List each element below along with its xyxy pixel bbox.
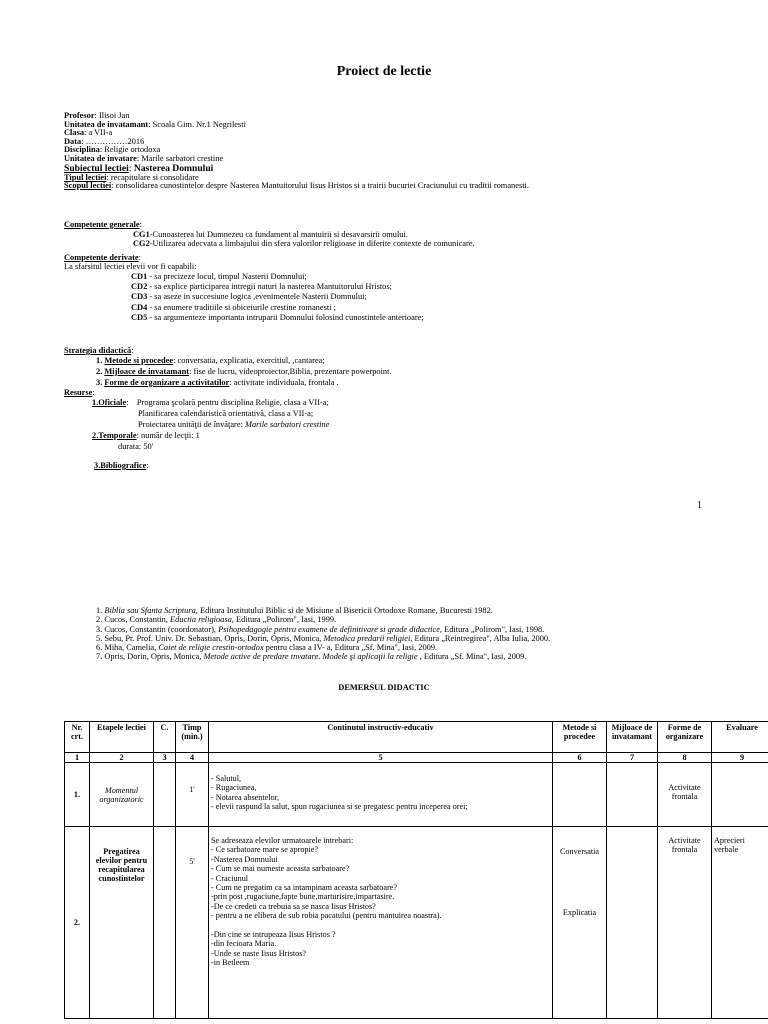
row-competenta [154, 827, 176, 1019]
row-etapa: Momentul organizatoric [90, 763, 154, 827]
table-number-row [65, 753, 768, 763]
column-number: 4 [176, 753, 209, 763]
lesson-plan-table [64, 721, 768, 1019]
content-line: -Nasterea Domnului [211, 854, 278, 864]
strategia-item: 2. Mijloace de invatamant: fise de lucru, videoproiector,Biblia, prezentare powerpoint. [96, 367, 392, 376]
demersul-title: DEMERSUL DIDACTIC [338, 683, 430, 692]
lesson-meta [64, 112, 529, 191]
table-header-cell: Metode si procedee [553, 722, 607, 753]
table-header-cell: Mijloace de invatamant [607, 722, 658, 753]
content-line: - Cum se mai numeste aceasta sarbatoare? [211, 864, 350, 874]
row-evaluare [712, 763, 768, 827]
content-line: -in Betleem [211, 958, 250, 968]
competente-derivate-item: CD3 - sa aseze in succesiune logica ,evenimentele Nasterii Domnului; [131, 292, 367, 301]
competente-derivate-item: CD5 - sa argumenteze importanta intruparii Domnului folosind cunostintele anterioare; [131, 313, 424, 322]
column-number: 5 [209, 753, 553, 763]
method-item: Conversatia [559, 847, 600, 856]
resurse-proiectarea: Proiectarea unităţii de învăţare: Marile sarbatori crestine [138, 420, 330, 429]
table-header-cell: Continutul instructiv-educativ [209, 722, 553, 753]
bibliography-item: 5. Sebu, Pr. Prof. Univ. Dr. Sebastian, Opris, Dorin, Opris, Monica, Metodica predarii religiei, Editura „Reintregirea", Alba Iulia, 2000. [96, 633, 551, 643]
row-continut [209, 827, 553, 1019]
content-line: - Cum ne pregatim ca sa intampinam aceasta sarbatoare? [211, 883, 397, 893]
row-evaluare: Aprecieri verbale [712, 827, 768, 1019]
table-row [65, 827, 768, 1019]
resurse-oficiale: 1.Oficiale: Programa şcolară pentru disciplina Religie, clasa a VII-a; [92, 398, 329, 407]
column-number: 2 [90, 753, 154, 763]
content-line: -Unde se naste Iisus Hristos? [211, 948, 307, 958]
column-number: 7 [607, 753, 658, 763]
content-line: - Craciunul [211, 873, 249, 883]
bibliography-item: 3. Cucos, Constantin (coordonator), Psihopedagogie pentru examene de definitivare si grade didactice, Editura „Polirom", Iasi, 1998. [96, 624, 545, 634]
table-header-row [65, 722, 768, 753]
content-line: -din fecioara Maria. [211, 939, 277, 949]
column-number: 8 [658, 753, 712, 763]
content-line [211, 921, 550, 930]
content-line: - pentru a ne elibera de sub robia pacatului (pentru mantuirea noastra). [211, 911, 442, 921]
content-line: - Salutul, [211, 774, 242, 783]
row-competenta [154, 763, 176, 827]
strategia-item: 1. Metode si procedee: conversatia, explicatia, exercitiul, ,cantarea; [96, 356, 325, 365]
resurse-heading: Resurse: [64, 388, 95, 397]
competente-derivate-item: CD1 - sa precizeze locul, timpul Nasterii Domnului; [131, 272, 307, 281]
row-metode [553, 827, 607, 1019]
column-number: 3 [154, 753, 176, 763]
competente-generale-heading: Competente generale: [64, 220, 142, 229]
row-mijloace [607, 827, 658, 1019]
bibliography-item: 6. Miha, Camelia, Caiet de religie crestin-ortodox pentru clasa a IV- a, Editura „Sf. Mina", Iasi, 2009. [96, 643, 438, 653]
table-header-cell: Evaluare [712, 722, 768, 753]
content-line: - Notarea absentelor, [211, 792, 280, 802]
content-line: - Ce sarbatoare mare se apropie? [211, 845, 319, 855]
bibliography-item: 2. Cucos, Constantin, Eductia religioasa, Editura „Polirom", Iasi, 1999. [96, 615, 337, 625]
column-number: 6 [553, 753, 607, 763]
table-header-cell: Forme de organizare [658, 722, 712, 753]
meta-row: Disciplina: Religie ortodoxa [64, 145, 161, 155]
content-line: -prin post ,rugaciune,fapte bune,marturisire,impartasire. [211, 892, 395, 902]
bibliography-item: 1. Biblia sau Sfanta Scriptura, Editura Institutului Biblic si de Misiune al Bisericii Ortodoxe Romane, Bucuresti 1982. [96, 606, 493, 615]
column-number: 9 [712, 753, 768, 763]
row-forme: Activitate frontala [658, 763, 712, 827]
row-timp: 5' [176, 827, 209, 1019]
content-line: Se adreseaza elevilor urmatoarele intrebari: [211, 836, 354, 845]
row-continut [209, 763, 553, 827]
row-number: 2. [65, 827, 90, 1019]
resurse-oficiale-item: Planificarea calendaristică orientativă, clasa a VII-a; [138, 409, 314, 418]
resurse-durata: durata: 50' [118, 442, 154, 451]
bibliography-list [96, 606, 550, 662]
content-line: - Rugaciunea, [211, 783, 257, 793]
table-row [65, 763, 768, 827]
page-title: Proiect de lectie [336, 64, 432, 79]
row-metode [553, 763, 607, 827]
meta-row: Subiectul lectiei: Nasterea Domnului [64, 162, 214, 174]
resurse-bibliografice: 3.Bibliografice: [94, 461, 149, 470]
competente-derivate-heading: Competente derivate: [64, 253, 141, 262]
table-header-cell: Nr. crt. [65, 722, 90, 753]
meta-row: Clasa: a VII-a [64, 128, 113, 138]
strategia-heading: Strategia didactică: [64, 346, 134, 355]
meta-row: Unitatea de invatamant: Scoala Gim. Nr.1 Negrilesti [64, 119, 246, 129]
competente-generale-item: CG1-Cunoasterea lui Dumnezeu ca fundament al mantuirii si desavarsirii omului. [133, 230, 408, 239]
row-timp: 1' [176, 763, 209, 827]
competente-derivate-intro: La sfarsitul lectiei elevii vor fi capabili: [64, 262, 197, 271]
meta-row: Unitatea de invatare: Marile sarbatori crestine [64, 153, 224, 163]
row-forme: Activitate frontala [658, 827, 712, 1019]
meta-row: Data: ……………2016 [64, 136, 145, 146]
page-number: 1 [697, 500, 702, 511]
meta-row: Scopul lectiei: consolidarea cunostintelor despre Nasterea Mantuitorului Iisus Hristos si a trairii bucuriei Craciunului cu traditii romanesti. [64, 181, 529, 191]
meta-row: Profesor: Ilisoi Jan [64, 111, 130, 120]
bibliography-item: 7. Opris, Dorin, Opris, Monica, Metode active de predare tnvatare. Modele şi aplicaţii la religie , Editura „Sf. Mina", Iasi, 2009. [96, 652, 527, 662]
content-line: -Din cine se intrupeaza Iisus Hristos ? [211, 930, 336, 940]
table-header-cell: Timp (min.) [176, 722, 209, 753]
content-line: - elevii raspund la salut, spun rugaciunea si se pregatesc pentru inceperea orei; [211, 802, 468, 812]
competente-derivate-item: CD2 - sa explice participarea intregii naturi la nasterea Mantuitorului Hristos; [131, 282, 392, 291]
strategia-item: 3. Forme de organizare a activitatilor: activitate individuala, frontala . [96, 378, 339, 387]
meta-row: Tipul lectiei: recapitulare si consolidare [64, 172, 199, 182]
competente-derivate-item: CD4 - sa enumere traditiile si obiceiurile crestine romanesti ; [131, 303, 336, 312]
resurse-temporale: 2.Temporale: număr de lecţii: 1 [92, 431, 200, 440]
column-number: 1 [65, 753, 90, 763]
table-header-cell: Etapele lectiei [90, 722, 154, 753]
content-line: -De ce credeti ca trebuia sa se nasca Iisus Hristos? [211, 901, 376, 911]
row-number: 1. [65, 763, 90, 827]
competente-generale-item: CG2-Utilizarea adecvata a limbajului din sfera valorilor religioase in diferite contexte de comunicare. [133, 239, 475, 248]
method-item: Explicatia [562, 908, 597, 917]
table-header-cell: C. [154, 722, 176, 753]
row-etapa: Pregatirea elevilor pentru recapitularea cunostintelor [90, 827, 154, 1019]
row-mijloace [607, 763, 658, 827]
